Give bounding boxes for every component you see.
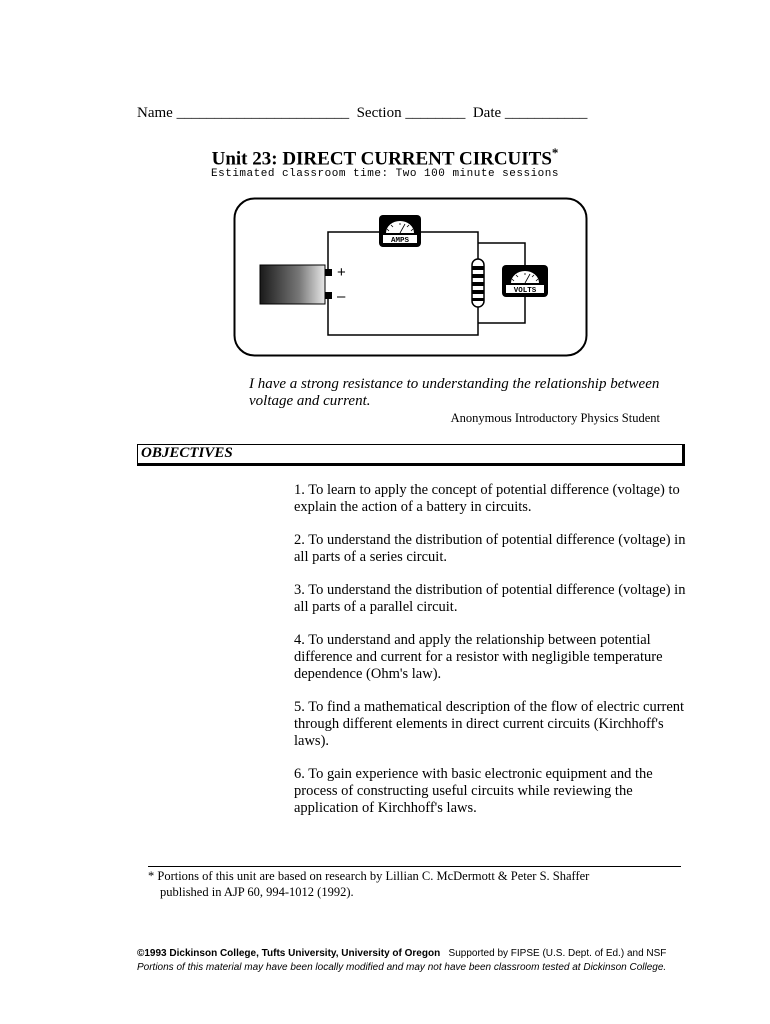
quote-attribution: Anonymous Introductory Physics Student [450,411,660,425]
unit-title-text: Unit 23: DIRECT CURRENT CIRCUITS [211,148,552,170]
footnote-line-2: published in AJP 60, 994-1012 (1992). [160,885,354,899]
objectives-heading-bar [137,444,685,466]
name-label: Name [137,105,173,121]
footnote-rule [148,866,681,867]
modification-note: Portions of this material may have been locally modified and may not have been classroom tested at Dickinson College. [137,962,667,973]
date-label: Date [472,105,502,121]
battery-minus: – [337,288,346,305]
battery-plus: + [337,264,346,281]
copyright-block [137,947,697,975]
objectives-list [294,482,694,833]
copyright-line [137,947,697,961]
objective-item: 6. To gain experience with basic electronic equipment and the process of constructing useful circuits while reviewing the application of Kirchhoff's laws. [294,766,653,816]
voltmeter-label: VOLTS [513,287,537,295]
objective-item: 5. To find a mathematical description of the flow of electric current through different elements in direct current circuits (Kirchhoff's laws). [294,699,685,749]
title-asterisk: * [551,145,559,160]
footnote [148,868,688,900]
objective-item: 3. To understand the distribution of potential difference (voltage) in all parts of a parallel circuit. [294,582,686,615]
objective-item: 1. To learn to apply the concept of potential difference (voltage) to explain the action of a battery in circuits. [294,482,680,515]
battery-icon [260,265,332,304]
voltmeter-icon [502,265,548,297]
name-blank: _______________________ [176,105,350,121]
footnote-line-1: * Portions of this unit are based on research by Lillian C. McDermott & Peter S. Shaffer [148,869,590,883]
funding-note: Supported by FIPSE (U.S. Dept. of Ed.) and NSF [448,948,667,959]
unit-title [0,145,770,170]
copyright-holders: ©1993 Dickinson College, Tufts University, University of Oregon [137,948,441,959]
objectives-heading: OBJECTIVES [141,445,233,461]
date-blank: ___________ [504,105,588,121]
section-label: Section [356,105,402,121]
header-fields [137,105,587,122]
section-blank: ________ [405,105,466,121]
ammeter-label: AMPS [390,237,410,245]
objective-item: 2. To understand the distribution of potential difference (voltage) in all parts of a series circuit. [294,532,686,565]
epigraph-quote: I have a strong resistance to understanding the relationship between voltage and current. [249,376,660,409]
ammeter-icon [379,215,421,247]
estimated-time: Estimated classroom time: Two 100 minute sessions [211,168,559,180]
circuit-diagram [233,197,589,357]
resistor-icon [472,259,484,307]
objective-item: 4. To understand and apply the relationship between potential difference and current for a resistor with negligible temperature dependence (Ohm's law). [294,632,663,682]
